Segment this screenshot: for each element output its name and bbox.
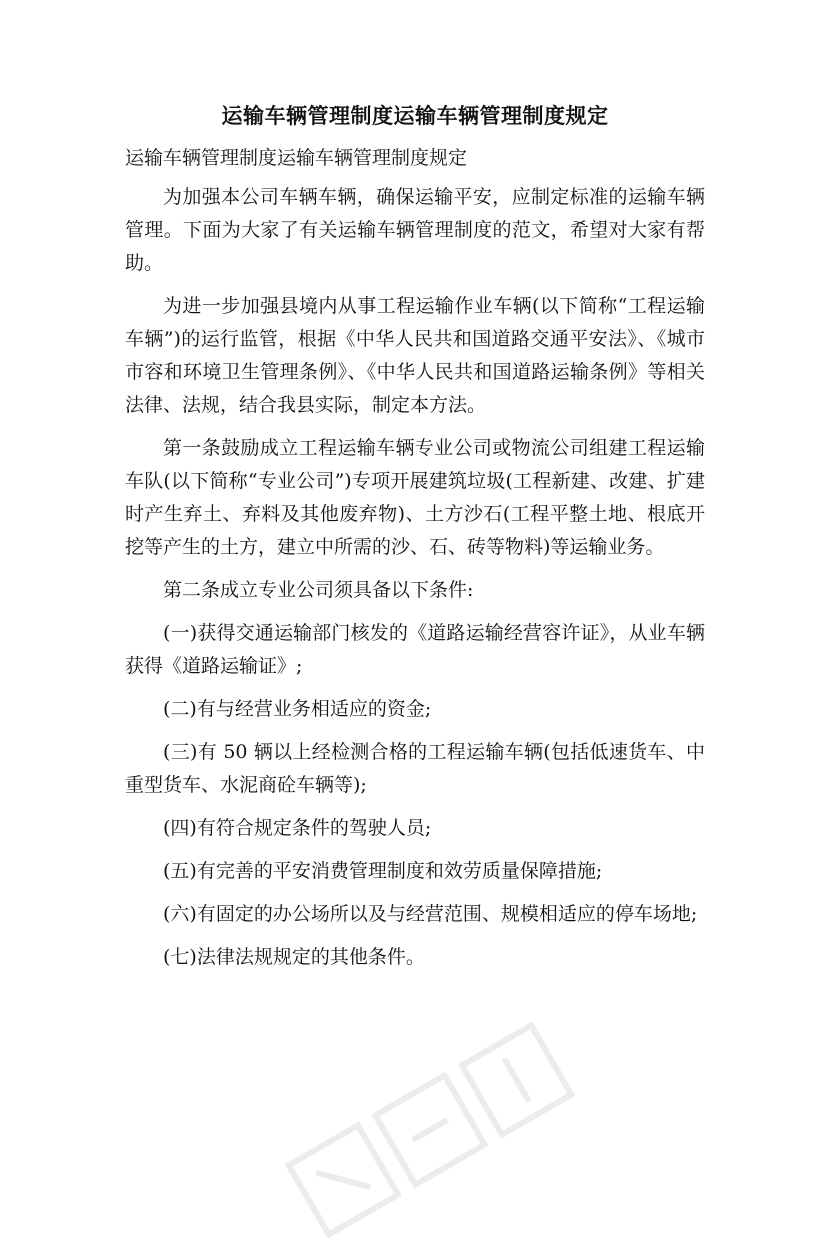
paragraph-intro: 为加强本公司车辆车辆，确保运输平安，应制定标准的运输车辆管理。下面为大家了有关运输车辆管理制度的范文，希望对大家有帮助。 [125,186,705,274]
document-body [125,142,705,984]
condition-item: (四)有符合规定条件的驾驶人员; [163,817,432,839]
document-title: 运输车辆管理制度运输车辆管理制度规定 [221,103,609,128]
condition-item: (一)获得交通运输部门核发的《道路运输经营容许证》，从业车辆获得《道路运输证》; [125,622,705,677]
condition-item: (七)法律法规规定的其他条件。 [163,946,425,968]
paragraph-article-1: 第一条鼓励成立工程运输车辆专业公司或物流公司组建工程运输车队(以下简称“专业公司”)专项开展建筑垃圾(工程新建、改建、扩建时产生弃土、弃料及其他废弃物)、土方沙石(工程平整土地、根底开挖等产生的土方，建立中所需的沙、石、砖等物料)等运输业务。 [125,437,705,558]
condition-item: (二)有与经营业务相适应的资金; [163,698,432,720]
condition-item: (六)有固定的办公场所以及与经营范围、规模相适应的停车场地; [163,903,698,925]
paragraph-article-2: 第二条成立专业公司须具备以下条件: [163,579,474,601]
condition-item: (五)有完善的平安消费管理制度和效劳质量保障措施; [163,860,603,882]
paragraph-purpose: 为进一步加强县境内从事工程运输作业车辆(以下简称“工程运输车辆”)的运行监管，根据《中华人民共和国道路交通平安法》、《城市市容和环境卫生管理条例》、《中华人民共和国道路运输条例》等相关法律、法规，结合我县实际，制定本方法。 [125,295,705,416]
condition-item: (三)有 50 辆以上经检测合格的工程运输车辆(包括低速货车、中重型货车、水泥商砼车辆等); [125,741,705,796]
watermark-logo-icon [270,1003,590,1257]
document-subtitle: 运输车辆管理制度运输车辆管理制度规定 [125,147,468,169]
